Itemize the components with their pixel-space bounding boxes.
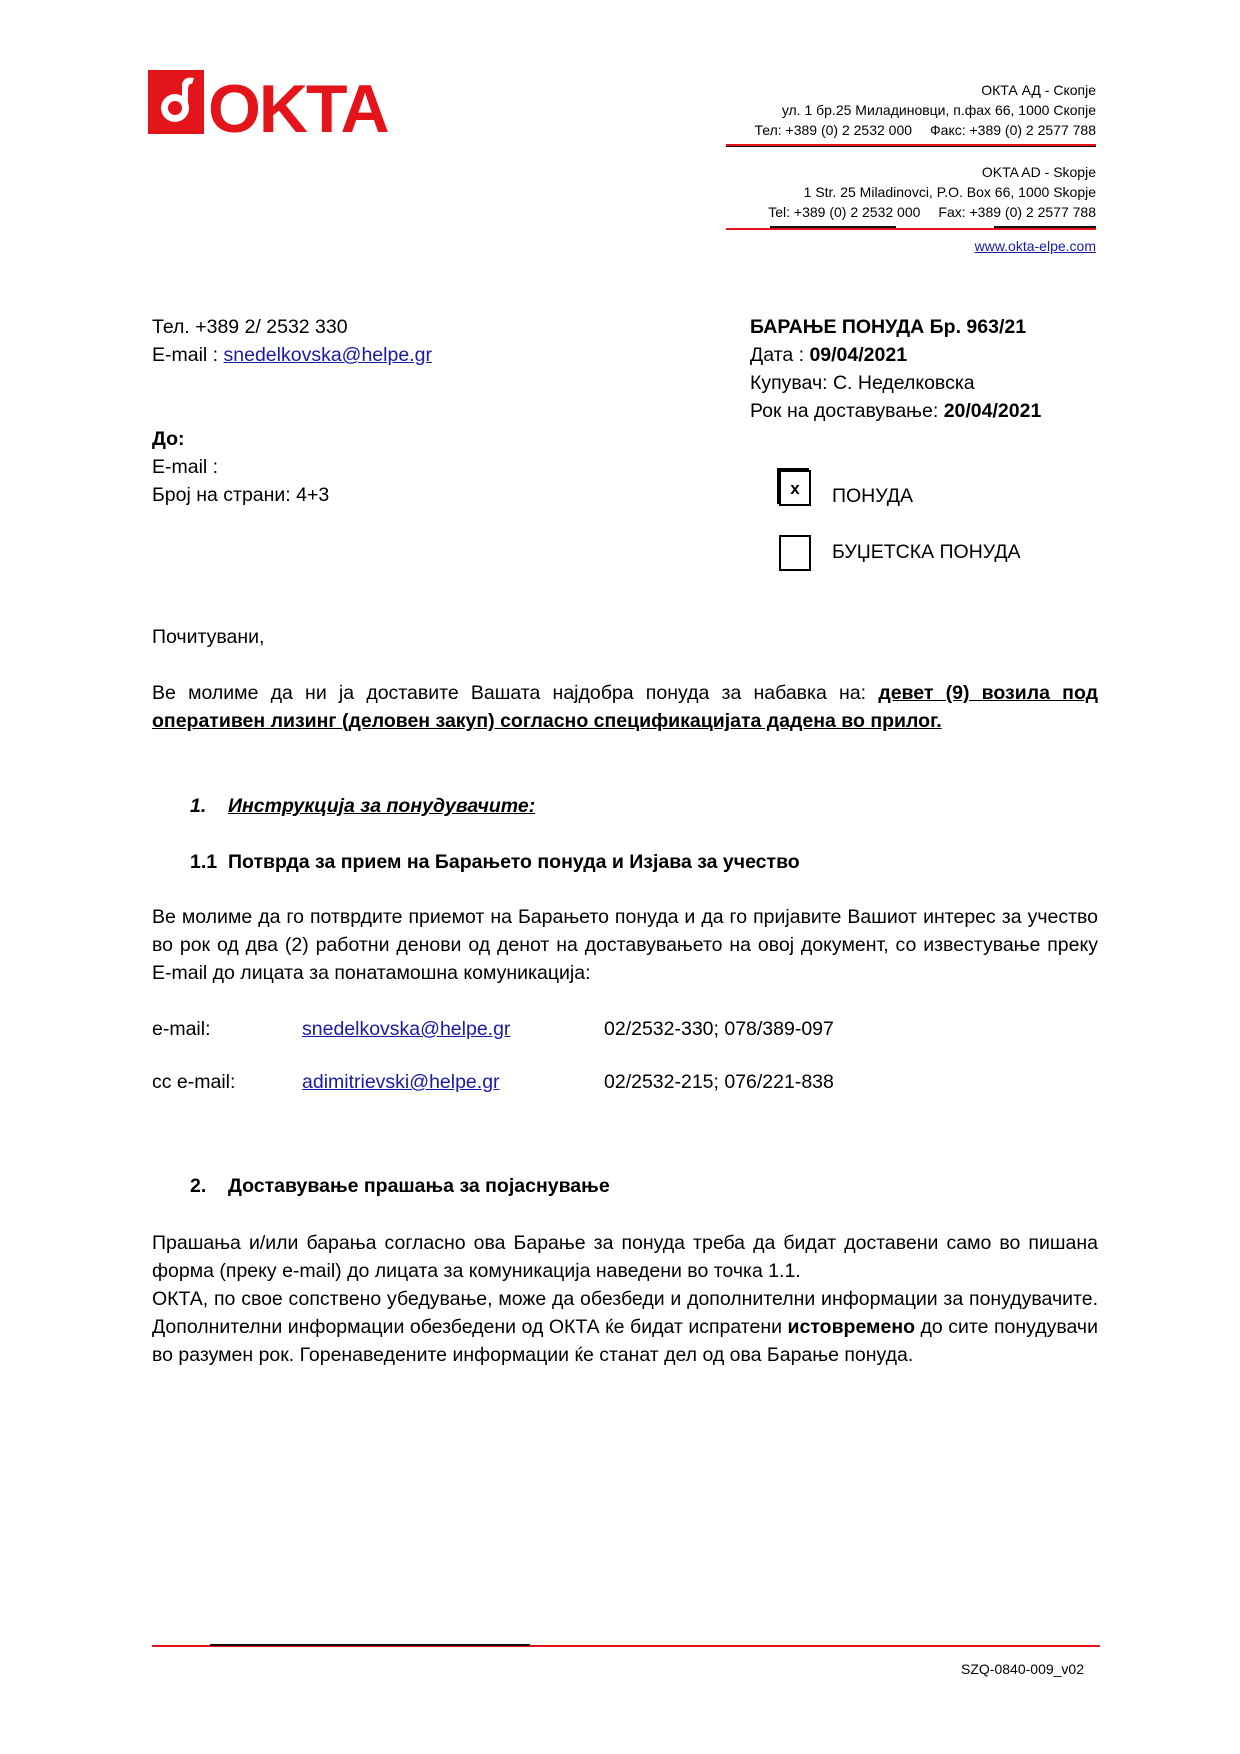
contact-email-link[interactable]: snedelkovska@helpe.gr bbox=[302, 1018, 511, 1040]
company-name-mk: ОКТА АД - Скопје bbox=[981, 82, 1096, 98]
recipient-email-label: E-mail : bbox=[152, 456, 219, 478]
request-date: Дата : 09/04/2021 bbox=[750, 344, 908, 366]
section11-paragraph: Ве молиме да го потврдите приемот на Барањето понуда и да го пријавите Вашиот интерес за учество во рок од два (2) работни денови од денот на доставувањето на овој документ, со известување преку E-mail до лицата за понатамошна комуникација: bbox=[152, 906, 1098, 984]
sender-email-link[interactable]: snedelkovska@helpe.gr bbox=[223, 344, 432, 366]
document-code: SZQ-0840-009_v02 bbox=[961, 1661, 1084, 1677]
divider-black bbox=[726, 146, 1096, 147]
recipient-to-label: До: bbox=[152, 428, 185, 450]
address-block-mk bbox=[754, 80, 1096, 140]
request-deadline: Рок на доставување: 20/04/2021 bbox=[750, 400, 1042, 422]
sender-phone: Тел. +389 2/ 2532 330 bbox=[152, 316, 348, 338]
greeting: Почитувани, bbox=[152, 626, 265, 648]
company-name-en: OKTA AD - Skopje bbox=[981, 164, 1096, 180]
divider-black bbox=[770, 226, 896, 228]
address-mk: ул. 1 бр.25 Миладиновци, п.фах 66, 1000 Скопје bbox=[781, 102, 1096, 118]
okta-logo bbox=[148, 68, 408, 138]
website-link[interactable]: www.okta-elpe.com bbox=[974, 238, 1096, 254]
budget-offer-label: БУЏЕТСКА ПОНУДА bbox=[832, 541, 1021, 563]
divider-black bbox=[994, 226, 1096, 228]
section1-heading: 1. Инструкција за понудувачите: bbox=[190, 795, 536, 817]
request-buyer: Купувач: С. Неделковска bbox=[750, 372, 975, 394]
phone-fax-en: Tel: +389 (0) 2 2532 000 Fax: +389 (0) 2 2577 788 bbox=[768, 204, 1096, 220]
sender-email-line: E-mail : snedelkovska@helpe.gr bbox=[152, 344, 432, 366]
section2-paragraph-2: ОКТА, по свое сопствено убедување, може да обезбеди и дополнителни информации за понудувачите. Дополнителни информации обезбедени од ОКТА ќе бидат испратени истовремено до сите понудувачи во разумен рок. Горенаведените информации ќе станат дел од ова Барање понуда. bbox=[152, 1288, 1098, 1366]
section2-heading: 2. Доставување прашања за појаснување bbox=[190, 1175, 610, 1197]
offer-checkbox[interactable]: x bbox=[779, 470, 811, 506]
contact-email-link[interactable]: adimitrievski@helpe.gr bbox=[302, 1071, 500, 1093]
divider-red bbox=[726, 228, 1096, 230]
section2-paragraph-1: Прашања и/или барања согласно ова Барање за понуда треба да бидат доставени само во пишана форма (преку e-mail) до лицата за комуникација наведени во точка 1.1. bbox=[152, 1232, 1098, 1282]
footer-divider-black bbox=[210, 1644, 530, 1646]
svg-text:OKTA: OKTA bbox=[208, 71, 388, 138]
budget-offer-checkbox[interactable] bbox=[779, 535, 811, 571]
request-title: БАРАЊЕ ПОНУДА Бр. 963/21 bbox=[750, 316, 1027, 338]
intro-paragraph: Ве молиме да ни ја доставите Вашата најдобра понуда за набавка на: девет (9) возила под оперативен лизинг (деловен закуп) согласно спецификацијата дадена во прилог. bbox=[152, 682, 1098, 732]
address-block-en bbox=[768, 162, 1096, 222]
phone-fax-mk: Тел: +389 (0) 2 2532 000 Факс: +389 (0) 2 2577 788 bbox=[754, 122, 1096, 138]
website-block bbox=[975, 236, 1096, 256]
section11-heading: 1.1 Потврда за прием на Барањето понуда и Изјава за учество bbox=[190, 851, 800, 873]
address-en: 1 Str. 25 Miladinovci, P.O. Box 66, 1000 Skopje bbox=[803, 184, 1096, 200]
offer-label: ПОНУДА bbox=[832, 485, 913, 507]
recipient-pages: Број на страни: 4+3 bbox=[152, 484, 330, 506]
